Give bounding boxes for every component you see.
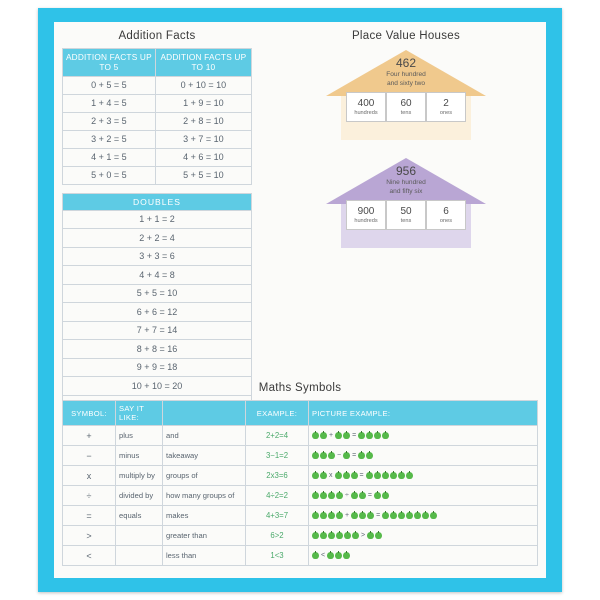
table-row <box>63 466 538 486</box>
place-value-boxes <box>346 200 466 238</box>
apple-icon <box>359 512 366 519</box>
say-cell <box>116 546 163 566</box>
place-value-box-hundreds <box>346 200 386 230</box>
apple-row: + = <box>312 432 534 439</box>
place-value-label: tens <box>400 218 412 225</box>
column-header-example: EXAMPLE: <box>246 401 309 426</box>
like-cell: groups of <box>163 466 246 486</box>
symbol-cell: ÷ <box>63 486 116 506</box>
apple-icon <box>312 492 319 499</box>
picture-cell <box>309 546 538 566</box>
fact-cell: 0 + 5 = 5 <box>63 76 156 94</box>
picture-cell <box>309 426 538 446</box>
say-cell: minus <box>116 446 163 466</box>
apple-icon <box>344 532 351 539</box>
place-value-box-hundreds <box>346 92 386 122</box>
table-row <box>63 76 252 94</box>
example-cell: 2x3=6 <box>246 466 309 486</box>
apple-row: + = <box>312 512 534 519</box>
say-cell <box>116 526 163 546</box>
apple-icon <box>320 432 327 439</box>
apple-icon <box>375 532 382 539</box>
house-words-line2: and sixty two <box>386 79 426 87</box>
house-words-line1: Four hundred <box>386 71 426 78</box>
house-number: 956 <box>395 164 417 179</box>
symbol-cell: − <box>63 446 116 466</box>
like-cell: takeaway <box>163 446 246 466</box>
column-header-picture-example: PICTURE EXAMPLE: <box>309 401 538 426</box>
place-value-label: hundreds <box>354 218 378 225</box>
apple-icon <box>398 512 405 519</box>
symbol-cell: x <box>63 466 116 486</box>
table-row <box>63 526 538 546</box>
maths-symbols-table <box>62 400 538 566</box>
say-cell: multiply by <box>116 466 163 486</box>
fact-cell: 5 + 5 = 10 <box>155 166 251 184</box>
apple-icon <box>382 492 389 499</box>
fact-cell: 3 + 2 = 5 <box>63 130 156 148</box>
table-row <box>63 94 252 112</box>
apple-icon <box>358 432 365 439</box>
fact-cell: 0 + 10 = 10 <box>155 76 251 94</box>
table-row <box>63 247 252 266</box>
apple-icon <box>390 512 397 519</box>
apple-icon <box>328 532 335 539</box>
apple-icon <box>343 552 350 559</box>
table-row <box>63 166 252 184</box>
maths-symbols-section <box>62 382 538 566</box>
house-words <box>341 179 471 196</box>
house-words <box>341 71 471 88</box>
doubles-cell: 4 + 4 = 8 <box>63 266 252 285</box>
house-wall <box>341 56 471 140</box>
apple-icon <box>382 472 389 479</box>
apple-icon <box>367 532 374 539</box>
table-row <box>63 321 252 340</box>
fact-cell: 1 + 4 = 5 <box>63 94 156 112</box>
apple-icon <box>312 552 319 559</box>
apple-icon <box>390 472 397 479</box>
say-cell: divided by <box>116 486 163 506</box>
apple-icon <box>351 492 358 499</box>
fact-cell: 4 + 1 = 5 <box>63 148 156 166</box>
picture-cell <box>309 466 538 486</box>
house-wall <box>341 164 471 248</box>
doubles-cell: 9 + 9 = 18 <box>63 358 252 377</box>
apple-icon <box>406 472 413 479</box>
example-cell: 2+2=4 <box>246 426 309 446</box>
place-value-value: 2 <box>443 98 449 110</box>
place-value-title: Place Value Houses <box>351 30 461 42</box>
apple-icon <box>343 452 350 459</box>
picture-cell <box>309 486 538 506</box>
place-value-house-956 <box>326 158 486 248</box>
apple-row: < <box>312 552 534 559</box>
house-words-line2: and fifty six <box>389 187 423 195</box>
apple-icon <box>320 472 327 479</box>
picture-cell <box>309 506 538 526</box>
apple-icon <box>352 532 359 539</box>
apple-icon <box>336 492 343 499</box>
apple-icon <box>367 512 374 519</box>
fact-cell: 3 + 7 = 10 <box>155 130 251 148</box>
place-value-section <box>300 30 512 266</box>
maths-symbols-title: Maths Symbols <box>258 382 342 394</box>
apple-icon <box>374 432 381 439</box>
house-number: 462 <box>395 56 417 70</box>
apple-icon <box>328 452 335 459</box>
apple-icon <box>382 512 389 519</box>
apple-icon <box>366 472 373 479</box>
symbol-cell: + <box>63 426 116 446</box>
apple-icon <box>343 432 350 439</box>
apple-icon <box>320 452 327 459</box>
apple-icon <box>374 492 381 499</box>
doubles-cell: 1 + 1 = 2 <box>63 210 252 229</box>
doubles-table <box>62 193 252 415</box>
like-cell: less than <box>163 546 246 566</box>
say-cell: plus <box>116 426 163 446</box>
place-value-label: tens <box>400 110 412 117</box>
like-cell: makes <box>163 506 246 526</box>
apple-icon <box>359 492 366 499</box>
example-cell: 3−1=2 <box>246 446 309 466</box>
table-row <box>63 266 252 285</box>
example-cell: 4÷2=2 <box>246 486 309 506</box>
table-row <box>63 358 252 377</box>
apple-icon <box>320 492 327 499</box>
apple-icon <box>328 492 335 499</box>
apple-icon <box>312 432 319 439</box>
place-value-box-tens <box>386 200 426 230</box>
apple-icon <box>327 552 334 559</box>
example-cell: 6>2 <box>246 526 309 546</box>
apple-row: > <box>312 532 534 539</box>
apple-icon <box>335 552 342 559</box>
apple-icon <box>320 532 327 539</box>
column-header-say-it-like-cont <box>163 401 246 426</box>
place-value-value: 60 <box>400 98 412 110</box>
place-value-label: hundreds <box>354 110 378 117</box>
apple-icon <box>358 452 365 459</box>
addition-facts-section <box>62 30 252 414</box>
table-row <box>63 340 252 359</box>
column-header-say-it-like: SAY IT LIKE: <box>116 401 163 426</box>
symbol-cell: = <box>63 506 116 526</box>
place-value-boxes <box>346 92 466 130</box>
apple-icon <box>366 452 373 459</box>
table-row <box>63 426 538 446</box>
like-cell: and <box>163 426 246 446</box>
doubles-cell: 3 + 3 = 6 <box>63 247 252 266</box>
apple-icon <box>336 512 343 519</box>
doubles-cell: 8 + 8 = 16 <box>63 340 252 359</box>
place-value-value: 900 <box>357 206 375 218</box>
place-value-box-ones <box>426 200 466 230</box>
addition-facts-table <box>62 48 252 185</box>
column-header-up-to-5: ADDITION FACTS UP TO 5 <box>63 49 156 77</box>
place-value-box-tens <box>386 92 426 122</box>
place-value-box-ones <box>426 92 466 122</box>
apple-icon <box>343 472 350 479</box>
table-row <box>63 546 538 566</box>
picture-cell <box>309 446 538 466</box>
apple-row: x = <box>312 472 534 479</box>
doubles-cell: 2 + 2 = 4 <box>63 229 252 248</box>
doubles-cell: 6 + 6 = 12 <box>63 303 252 322</box>
like-cell: how many groups of <box>163 486 246 506</box>
apple-icon <box>312 452 319 459</box>
doubles-cell: 5 + 5 = 10 <box>63 284 252 303</box>
apple-icon <box>382 432 389 439</box>
apple-icon <box>312 472 319 479</box>
place-value-label: ones <box>439 110 453 117</box>
table-row <box>63 486 538 506</box>
example-cell: 1<3 <box>246 546 309 566</box>
column-header-symbol: SYMBOL: <box>63 401 116 426</box>
table-row <box>63 506 538 526</box>
place-value-value: 50 <box>400 206 412 218</box>
say-cell: equals <box>116 506 163 526</box>
table-row <box>63 446 538 466</box>
like-cell: greater than <box>163 526 246 546</box>
apple-icon <box>430 512 437 519</box>
apple-icon <box>366 432 373 439</box>
apple-icon <box>312 512 319 519</box>
doubles-cell: 7 + 7 = 14 <box>63 321 252 340</box>
apple-icon <box>320 512 327 519</box>
apple-row: ÷ = <box>312 492 534 499</box>
fact-cell: 2 + 3 = 5 <box>63 112 156 130</box>
doubles-cell: 10 + 10 = 20 <box>63 377 252 396</box>
fact-cell: 1 + 9 = 10 <box>155 94 251 112</box>
symbol-cell: > <box>63 526 116 546</box>
example-cell: 4+3=7 <box>246 506 309 526</box>
apple-icon <box>312 532 319 539</box>
apple-icon <box>351 512 358 519</box>
house-words-line1: Nine hundred <box>386 179 426 187</box>
fact-cell: 4 + 6 = 10 <box>155 148 251 166</box>
place-value-label: ones <box>439 218 453 225</box>
apple-icon <box>422 512 429 519</box>
apple-icon <box>374 472 381 479</box>
place-value-house-462 <box>326 50 486 140</box>
table-row <box>63 148 252 166</box>
apple-row: − = <box>312 452 534 459</box>
table-row <box>63 303 252 322</box>
apple-icon <box>406 512 413 519</box>
table-row <box>63 229 252 248</box>
picture-cell <box>309 526 538 546</box>
place-value-value: 6 <box>443 206 449 218</box>
table-row <box>63 284 252 303</box>
table-row <box>63 112 252 130</box>
apple-icon <box>398 472 405 479</box>
place-value-value: 400 <box>357 98 375 110</box>
fact-cell: 5 + 0 = 5 <box>63 166 156 184</box>
doubles-header: DOUBLES <box>63 193 252 210</box>
addition-facts-title: Addition Facts <box>118 30 196 42</box>
apple-icon <box>335 432 342 439</box>
apple-icon <box>328 512 335 519</box>
column-header-up-to-10: ADDITION FACTS UP TO 10 <box>155 49 251 77</box>
symbol-cell: < <box>63 546 116 566</box>
apple-icon <box>414 512 421 519</box>
apple-icon <box>335 472 342 479</box>
fact-cell: 2 + 8 = 10 <box>155 112 251 130</box>
apple-icon <box>351 472 358 479</box>
table-row <box>63 130 252 148</box>
apple-icon <box>336 532 343 539</box>
table-row <box>63 210 252 229</box>
